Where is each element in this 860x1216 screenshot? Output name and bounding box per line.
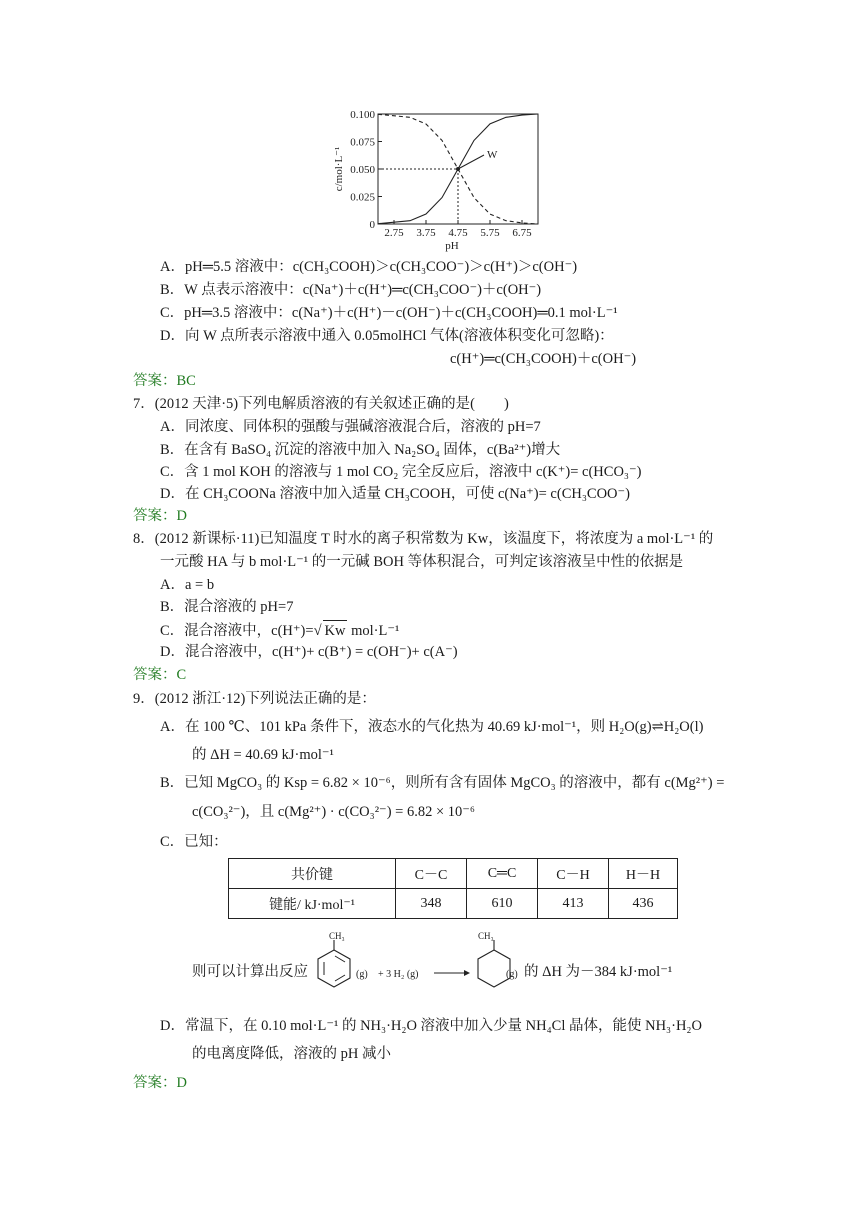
methyl-label-1: CH₃: [329, 931, 345, 941]
q9-option-b-line2: c(CO₃²⁻)，且 c(Mg²⁺) · c(CO₃²⁻) = 6.82 × 10⁻⁶: [192, 804, 475, 820]
state-label-2: (g): [506, 969, 518, 980]
table-cell: C－H: [538, 859, 609, 889]
x-tick-label: 4.75: [448, 227, 468, 239]
table-cell: 键能/ kJ·mol⁻¹: [229, 889, 396, 919]
table-cell: 共价键: [229, 859, 396, 889]
q6-option-b: B．W 点表示溶液中：c(Na⁺)＋c(H⁺)═c(CH₃COO⁻)＋c(OH⁻): [160, 282, 542, 298]
q7-option-a: A．同浓度、同体积的强酸与强碱溶液混合后，溶液的 pH=7: [160, 419, 541, 435]
q8-option-c: [160, 620, 399, 641]
x-axis-label: pH: [445, 240, 459, 252]
table-row-values: [229, 889, 678, 919]
q6-option-c: C．pH═3.5 溶液中：c(Na⁺)＋c(H⁺)－c(OH⁻)＋c(CH₃COOH)═0.1 mol·L⁻¹: [160, 305, 618, 321]
table-cell: 610: [467, 889, 538, 919]
q9-option-d-line2: 的电离度降低，溶液的 pH 减小: [192, 1046, 391, 1062]
state-label-1: (g): [356, 969, 368, 980]
q8-option-d: D．混合溶液中，c(H⁺)+ c(B⁺) = c(OH⁻)+ c(A⁻): [160, 644, 458, 660]
q9-option-a-line1: A．在 100 ℃、101 kPa 条件下，液态水的气化热为 40.69 kJ·mol⁻¹，则 H₂O(g)⇌H₂O(l): [160, 719, 704, 735]
concentration-ph-chart: [330, 100, 550, 252]
q8-stem-line2: 一元酸 HA 与 b mol·L⁻¹ 的一元碱 BOH 等体积混合，可判定该溶液呈中性的依据是: [160, 554, 684, 570]
q7-option-b: B．在含有 BaSO₄ 沉淀的溶液中加入 Na₂SO₄ 固体，c(Ba²⁺)增大: [160, 442, 561, 458]
q7-stem: 7．(2012 天津·5)下列电解质溶液的有关叙述正确的是( ): [133, 396, 509, 412]
q9-option-c-head: C．已知：: [160, 834, 228, 850]
q9-stem: 9．(2012 浙江·12)下列说法正确的是：: [133, 691, 376, 707]
hydrogen-term: + 3 H₂ (g): [378, 969, 419, 980]
q8-option-b: B．混合溶液的 pH=7: [160, 599, 294, 615]
q8-option-c-unit: mol·L⁻¹: [347, 623, 400, 639]
q6-answer: 答案：BC: [133, 373, 196, 389]
q9-answer: 答案：D: [133, 1075, 187, 1091]
y-tick-label: 0.025: [350, 191, 375, 204]
w-label: W: [487, 149, 498, 161]
y-tick-label: 0.075: [350, 136, 375, 149]
x-tick-label: 2.75: [384, 227, 404, 239]
reaction-arrow: [434, 970, 470, 976]
q8-option-a: A．a = b: [160, 577, 215, 593]
y-tick-label: 0: [369, 219, 375, 231]
y-tick-label: 0.050: [350, 164, 375, 176]
x-tick-label: 6.75: [512, 227, 532, 239]
table-cell: C－C: [396, 859, 467, 889]
x-tick-label: 3.75: [416, 227, 436, 239]
q8-option-c-radicand: Kw: [323, 620, 348, 641]
q6-option-d: D．向 W 点所表示溶液中通入 0.05molHCl 气体(溶液体积变化可忽略)：: [160, 328, 614, 344]
q7-answer: 答案：D: [133, 508, 187, 524]
q9-option-a-line2: 的 ΔH = 40.69 kJ·mol⁻¹: [192, 747, 334, 763]
table-cell: 436: [609, 889, 678, 919]
q8-option-c-prefix: C．混合溶液中，c(H⁺)=√: [160, 623, 322, 639]
toluene-structure: [318, 940, 350, 987]
q9-option-b-line1: B．已知 MgCO₃ 的 Ksp = 6.82 × 10⁻⁶，则所有含有固体 MgCO₃ 的溶液中，都有 c(Mg²⁺) =: [160, 775, 725, 791]
q7-option-d: D．在 CH₃COONa 溶液中加入适量 CH₃COOH，可使 c(Na⁺)= c(CH₃COO⁻): [160, 486, 630, 502]
q8-stem-line1: 8．(2012 新课标·11)已知温度 T 时水的离子积常数为 Kw，该温度下，将浓度为 a mol·L⁻¹ 的: [133, 531, 714, 547]
table-cell: H－H: [609, 859, 678, 889]
y-axis-label: c/mol·L⁻¹: [333, 146, 345, 192]
x-tick-label: 5.75: [480, 227, 500, 239]
q8-answer: 答案：C: [133, 667, 187, 683]
q6-option-d-formula: c(H⁺)═c(CH₃COOH)＋c(OH⁻): [450, 351, 637, 367]
table-cell: 348: [396, 889, 467, 919]
table-row-header: [229, 859, 678, 889]
q7-option-c: C．含 1 mol KOH 的溶液与 1 mol CO₂ 完全反应后，溶液中 c(K⁺)= c(HCO₃⁻): [160, 464, 642, 480]
q9-option-c-result: 的 ΔH 为－384 kJ·mol⁻¹: [524, 964, 673, 980]
q6-option-a: A．pH═5.5 溶液中：c(CH₃COOH)＞c(CH₃COO⁻)＞c(H⁺)＞c(OH⁻): [160, 259, 578, 275]
bond-energy-table: [228, 858, 678, 919]
q9-option-d-line1: D．常温下，在 0.10 mol·L⁻¹ 的 NH₃·H₂O 溶液中加入少量 NH₄Cl 晶体，能使 NH₃·H₂O: [160, 1018, 702, 1034]
q9-option-c-text: 则可以计算出反应: [192, 964, 308, 980]
methyl-label-2: CH₃: [478, 931, 494, 941]
y-tick-label: 0.100: [350, 109, 375, 121]
table-cell: C═C: [467, 859, 538, 889]
table-cell: 413: [538, 889, 609, 919]
